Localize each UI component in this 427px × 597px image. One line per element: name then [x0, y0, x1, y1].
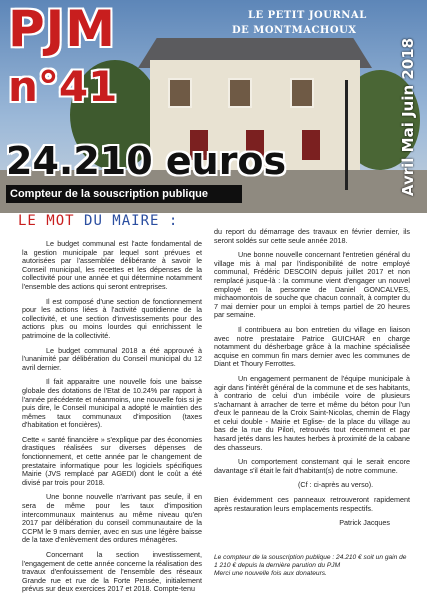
paragraph: Une bonne nouvelle n'arrivant pas seule, il en sera de même pour les taux d'imposition intercommunaux maintenus au même niveau qu'en 2017 par délibération du conseil communautaire de la CCPM le 9 mars dernier, avec en sus une légère baisse de la taxe d'enlèvement des ordures ménagères. — [22, 492, 202, 545]
journal-name-line2: DE MONTMACHOUX — [232, 25, 357, 36]
paragraph: Une bonne nouvelle concernant l'entretien général du village mis à mal par l'indisponibilité de notre employé communal, Frédéric DESCOIN depuis juillet 2017 et non remplacé jusque-là : la commune vient d'engager un nouvel employé en la personne de Daniel GONCALVES, michaomontois de souche que chacun connaît, à compter du 7 mai dernier pour un emploi à temps partiel de 20 heures par semaine. — [214, 250, 410, 320]
signature: Patrick Jacques — [339, 518, 390, 528]
paragraph: Il fait apparaitre une nouvelle fois une baisse globale des dotations de l'Etat de 10.24% par rapport à l'année précédente et néanmoins, une nouvelle fois si je puis dire, le Conseil municipal a adopté le maintien des mêmes taux communaux d'imposition (taxes d'habitation et foncières). — [22, 377, 202, 430]
issue-number: n°41 — [8, 62, 118, 111]
cf-note: (Cf : ci-après au verso). — [298, 480, 374, 490]
title-part2: DU MAIRE : — [84, 213, 179, 229]
note-line2: Merci une nouvelle fois aux donateurs. — [214, 570, 327, 577]
paragraph: Il est composé d'une section de fonctionnement pour les actions liées à l'activité quotidienne de la collectivité, et une section d'investissements pour des actions plus ou moins lourdes qui enrichissent le patrimoine de la collectivité. — [22, 296, 202, 340]
header-photo — [0, 0, 427, 213]
journal-name-line1: LE PETIT JOURNAL — [248, 10, 367, 21]
paragraph: Concernant la section investissement, l'engagement de cette année concerne la réalisation des travaux d'enfouissement de l'ensemble des réseaux Grande rue et rue de la Forte Pensée, initialement prévus sur deux exercices 2017 et 2018. Compte-tenu — [22, 550, 202, 594]
article-right-column — [214, 228, 410, 534]
title-part1: LE MOT — [18, 213, 75, 229]
paragraph: Le budget communal 2018 a été approuvé à l'unanimité par délibération du Conseil municipal du 12 avril dernier. — [22, 345, 202, 372]
closing-paragraph: Bien évidemment ces panneaux retrouveront rapidement après restauration leurs emplacements respectifs. — [214, 495, 410, 513]
logo-pjm: PJM — [8, 0, 117, 58]
paragraph: Le budget communal est l'acte fondamental de la gestion municipale par lequel sont prévues et autorisées par l'assemblée délibérante à savoir le Conseil municipal, les recettes et les dépenses de la collectivité pour une année et qui détermine notamment l'ensemble des actions qui seront entreprises. — [22, 239, 202, 291]
issue-period: Avril Mai Juin 2018 — [399, 37, 417, 197]
paragraph: Un engagement permanent de l'équipe municipale à agir dans l'intérêt général de la commune et de ses habitants, à contrario de celui d'un imbécile voire de plusieurs s'acharnant à arracher de terre et même du béton pour l'un d'eux le panneau de la Croix Saint-Nicolas, chemin de Flagy et celui double - Mairie et Eglise- de la place du village au bas de la rue du Pilori, retrouvés tout récemment et par hasard jetés dans les hautes herbes à proximité de la cabane des chasseurs. — [214, 373, 410, 452]
paragraph: du report du démarrage des travaux en février dernier, ils seront soldés sur cette seule année 2018. — [214, 227, 410, 245]
article-left-column — [22, 240, 202, 597]
paragraph: Un comportement consternant qui le serait encore davantage s'il était le fait d'habitant(s) de notre commune. — [214, 457, 410, 475]
subscription-note — [214, 554, 410, 578]
subscription-caption: Compteur de la souscription publique — [6, 185, 242, 203]
subscription-amount: 24.210 euros — [6, 139, 287, 183]
note-line1: Le compteur de la souscription publique : 24.210 € soit un gain de 1 210 € depuis la dernière parution du PJM — [214, 554, 407, 569]
paragraph: Cette « santé financière » s'explique par des économies drastiques réalisées sur diverses dépenses de fonctionnement, et cette année par le changement de prestataire informatique pour les logiciels spécifiques Mairie (JVS remplacé par AGEDI) dont le coût a été divisé par trois pour 2018. — [22, 434, 202, 487]
street-lamp — [345, 80, 348, 190]
paragraph: Il contribuera au bon entretien du village en liaison avec notre prestataire Patrice GUICHAR en charge notamment du désherbage grâce à la machine spécialisée acquise en commun fin mars dernier avec les communes de Diant et Thoury Ferrottes. — [214, 324, 410, 369]
article-title — [18, 213, 178, 229]
